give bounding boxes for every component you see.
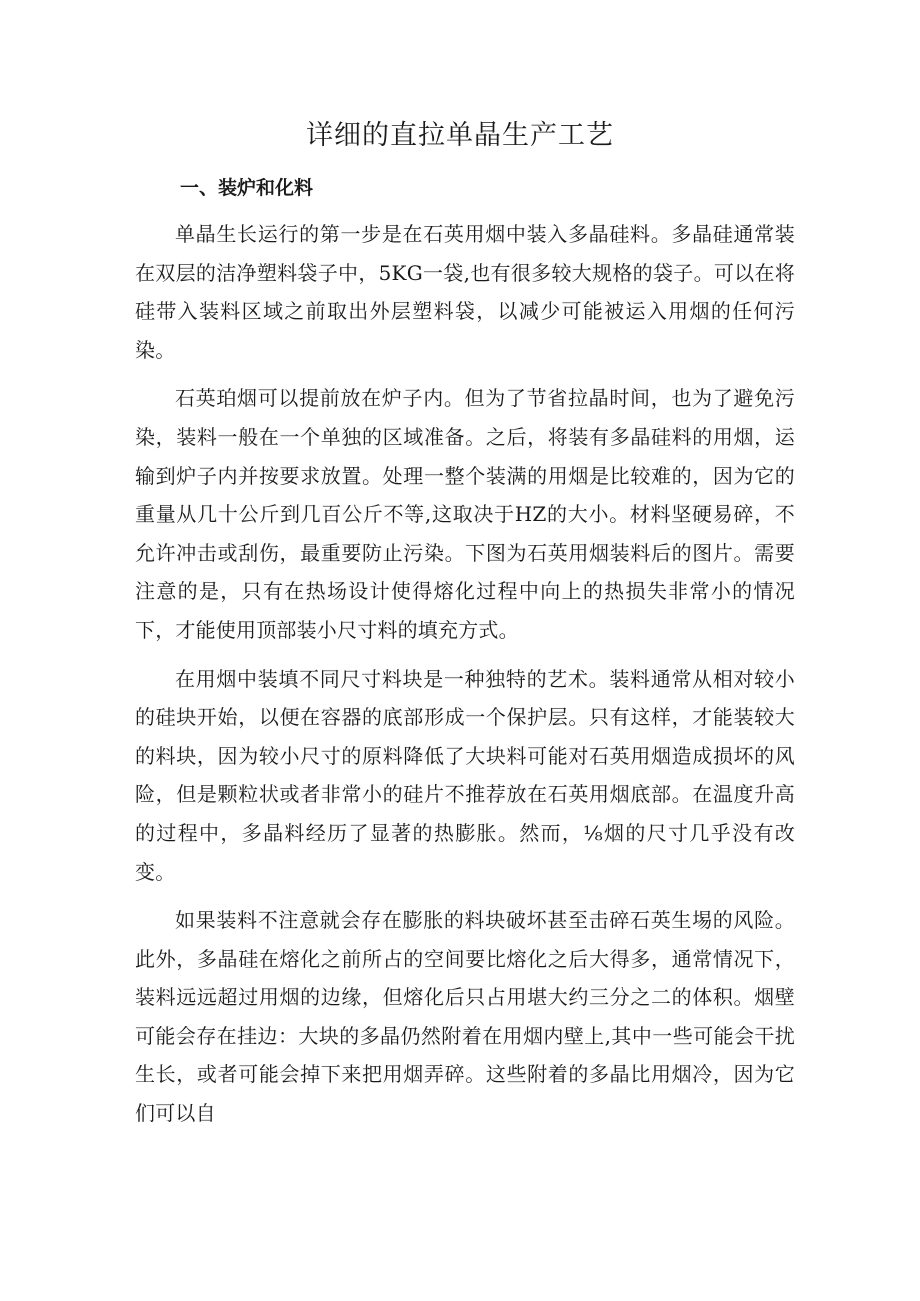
paragraph-1: 单晶生长运行的第一步是在石英用烟中装入多晶硅料。多晶硅通常装在双层的洁净塑料袋子中，5KG一袋,也有很多较大规格的袋子。可以在将硅带入装料区域之前取出外层塑料袋，以减少可能被运入用烟的任何污染。 bbox=[135, 222, 795, 362]
section-heading: 一、装炉和化料 bbox=[180, 177, 314, 199]
document-body bbox=[135, 215, 795, 1143]
paragraph-4: 如果装料不注意就会存在膨胀的料块破坏甚至击碎石英生埸的风险。此外，多晶硅在熔化之前所占的空间要比熔化之后大得多，通常情况下，装料远远超过用烟的边缘，但熔化后只占用堪大约三分之二的体积。烟壁可能会存在挂边：大块的多晶仍然附着在用烟内壁上,其中一些可能会干扰生长，或者可能会掉下来把用烟弄碎。这些附着的多晶比用烟冷，因为它们可以自 bbox=[135, 908, 795, 1126]
paragraph-2: 石英珀烟可以提前放在炉子内。但为了节省拉晶时间，也为了避免污染，装料一般在一个单独的区域准备。之后，将装有多晶硅料的用烟，运输到炉子内并按要求放置。处理一整个装满的用烟是比较难的，因为它的重量从几十公斤到几百公斤不等,这取决于HZ的大小。材料坚硬易碎，不允许冲击或刮伤，最重要防止污染。下图为石英用烟装料后的图片。需要注意的是，只有在热场设计使得熔化过程中向上的热损失非常小的情况下，才能使用顶部装小尺寸料的填充方式。 bbox=[135, 386, 795, 642]
document-title: 详细的直拉单晶生产工艺 bbox=[306, 120, 614, 151]
paragraph-3: 在用烟中装填不同尺寸料块是一种独特的艺术。装料通常从相对较小的硅块开始，以便在容器的底部形成一个保护层。只有这样，才能装较大的料块，因为较小尺寸的原料降低了大块料可能对石英用烟造成损坏的风险，但是颗粒状或者非常小的硅片不推荐放在石英用烟底部。在温度升高的过程中，多晶料经历了显著的热膨胀。然而，⅛烟的尺寸几乎没有改变。 bbox=[135, 666, 795, 884]
